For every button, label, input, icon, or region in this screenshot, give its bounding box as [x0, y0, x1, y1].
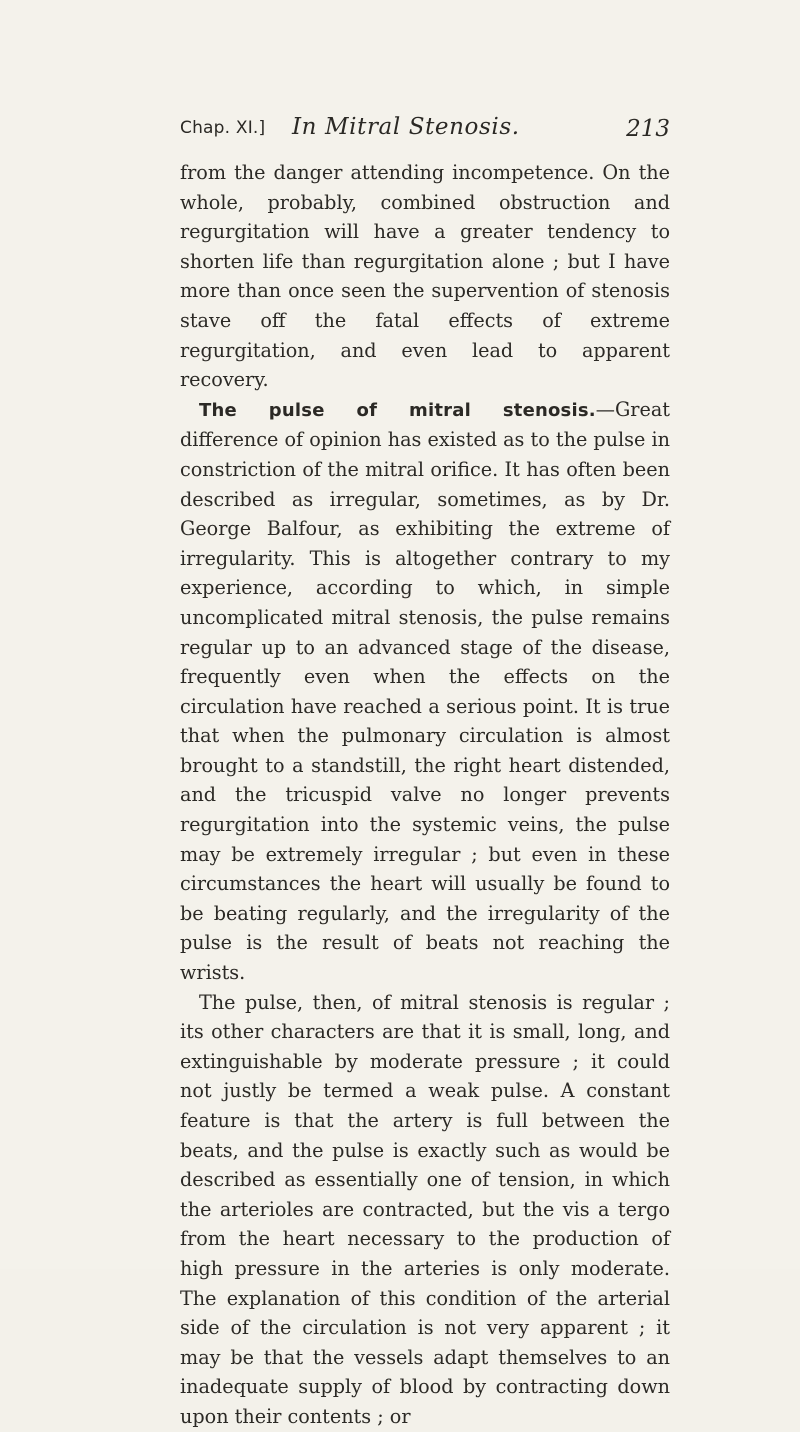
chapter-label: Chap. XI.] [180, 118, 266, 138]
body-text [180, 158, 670, 1432]
paragraph-2 [180, 395, 670, 988]
section-heading: The pulse of mitral stenosis. [199, 399, 596, 421]
page-number: 213 [626, 116, 670, 142]
page-header [180, 114, 670, 154]
running-title: In Mitral Stenosis. [292, 114, 520, 140]
paragraph-1: from the danger attending incompetence. On the whole, probably, combined obstruction and regurgitation will have a greater tendency to shorten life than regurgitation alone ; but I have more than once seen the supervention of stenosis stave off the fatal effects of extreme regurgitation, and even lead to apparent recovery. [180, 161, 670, 392]
paragraph-2-text: —Great difference of opinion has existed as to the pulse in constriction of the mitral orifice. It has often been described as irregular, sometimes, as by Dr. George Balfour, as exhibiting the extreme of irregularity. This is altogether contrary to my experience, according to which, in simple uncomplicated mitral stenosis, the pulse remains regular up to an advanced stage of the disease, frequently even when the effects on the circulation have reached a serious point. It is true that when the pulmonary circulation is almost brought to a standstill, the right heart distended, and the tricuspid valve no longer prevents regurgitation into the systemic veins, the pulse may be extremely irregular ; but even in these circumstances the heart will usually be found to be beating regularly, and the irregularity of the pulse is the result of beats not reaching the wrists. [180, 397, 670, 985]
paragraph-3: The pulse, then, of mitral stenosis is regular ; its other characters are that it is small, long, and extinguishable by moderate pressure ; it could not justly be termed a weak pulse. A constant feature is that the artery is full between the beats, and the pulse is exactly such as would be described as essentially one of tension, in which the arterioles are contracted, but the vis a tergo from the heart necessary to the production of high pressure in the arteries is only moderate. The explanation of this condition of the arterial side of the circulation is not very apparent ; it may be that the vessels adapt themselves to an inadequate supply of blood by contracting down upon their contents ; or [180, 990, 670, 1428]
